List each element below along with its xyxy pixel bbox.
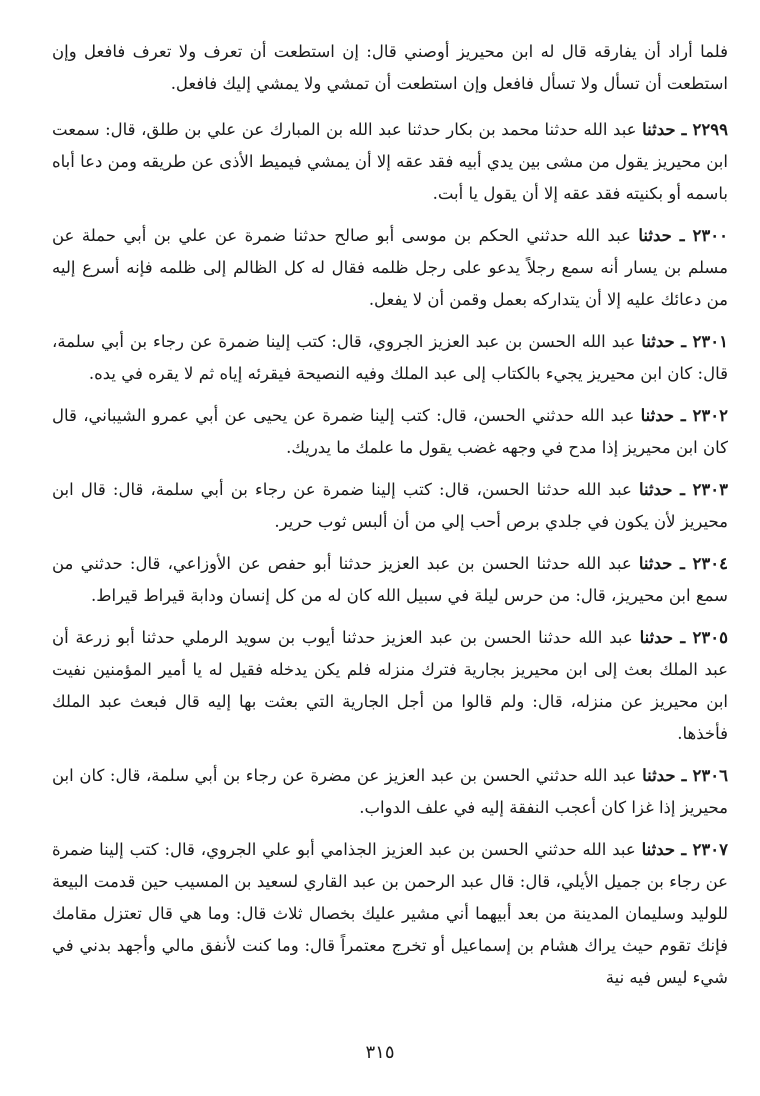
hadith-entries	[52, 114, 728, 994]
hadith-entry	[52, 622, 728, 750]
entry-keyword: حدثنا	[642, 120, 676, 139]
entry-text: عبد الله حدثني الحسن بن عبد العزيز عن مضرة عن رجاء بن أبي سلمة، قال: كان ابن محيريز إذا غزا كان أعجب النفقة إليه في علف الدواب.	[52, 766, 728, 817]
entry-keyword: حدثنا	[638, 226, 672, 245]
entry-keyword: حدثنا	[641, 332, 675, 351]
entry-number: ٢٣٠٠	[692, 226, 728, 245]
entry-number: ٢٣٠٢	[692, 406, 728, 425]
entry-number: ٢٣٠٤	[692, 554, 728, 573]
entry-dash: ـ	[673, 628, 693, 647]
hadith-entry	[52, 760, 728, 824]
hadith-entry	[52, 114, 728, 210]
entry-text: عبد الله الحسن بن عبد العزيز الجروي، قال: كتب إلينا ضمرة عن رجاء بن أبي سلمة، قال: كان ابن محيريز يجيء بالكتاب إلى عبد الملك وفيه النصيحة فيقرئه إياه ثم لا يقره في يده.	[52, 332, 728, 383]
entry-dash: ـ	[675, 840, 693, 859]
entry-number: ٢٢٩٩	[692, 120, 728, 139]
hadith-entry	[52, 474, 728, 538]
entry-number: ٢٣٠٧	[692, 840, 728, 859]
entry-dash: ـ	[675, 120, 693, 139]
entry-number: ٢٣٠٥	[692, 628, 728, 647]
hadith-entry	[52, 834, 728, 994]
entry-keyword: حدثنا	[641, 840, 676, 859]
entry-text: عبد الله حدثني الحكم بن موسى أبو صالح حدثنا ضمرة عن علي بن أبي حملة عن مسلم بن يسار أنه سمع رجلاً يدعو على رجل ظلمه فقال له كل الظالم إلى ظلمه فإنه أسرع إليه من دعائك عليه إلا أن يتداركه بعمل وقمن أن لا يفعل.	[52, 226, 728, 309]
entry-number: ٢٣٠٦	[692, 766, 728, 785]
entry-keyword: حدثنا	[638, 554, 673, 573]
entry-text: عبد الله حدثنا الحسن بن عبد العزيز حدثنا أيوب بن سويد الرملي حدثنا أبو زرعة أن عبد الملك بعث إلى ابن محيريز بجارية فترك منزله فلم يكن يدخله فقيل له يا أمير المؤمنين نفيت ابن محيريز عن منزله، قال: ولم قالوا من أجل الجارية التي بعثت بها إليه قال فبعث عبد الملك فأخذها.	[52, 628, 728, 743]
entry-text: عبد الله حدثنا محمد بن بكار حدثنا عبد الله بن المبارك عن علي بن طلق، قال: سمعت ابن محيريز يقول من مشى بين يدي أبيه فقد عقه إلا أن يمشي فيميط الأذى عن طريقه ومن دعا أباه باسمه أو بكنيته فقد عقه إلا أن يقول يا أبت.	[52, 120, 728, 203]
entry-text: عبد الله حدثنا الحسن، قال: كتب إلينا ضمرة عن رجاء بن أبي سلمة، قال: قال ابن محيريز لأن يكون في جلدي برص أحب إلي من أن ألبس ثوب حرير.	[52, 480, 728, 531]
entry-keyword: حدثنا	[639, 628, 674, 647]
page-number: ٣١٥	[365, 1042, 395, 1063]
opening-paragraph: فلما أراد أن يفارقه قال له ابن محيريز أوصني قال: إن استطعت أن تعرف ولا تعرف فافعل وإن استطعت أن تسأل ولا تسأل فافعل وإن استطعت أن تمشي ولا يمشي إليك فافعل.	[52, 42, 728, 93]
page-body	[52, 36, 728, 1004]
entry-keyword: حدثنا	[638, 480, 673, 499]
hadith-entry	[52, 548, 728, 612]
entry-dash: ـ	[672, 480, 693, 499]
entry-text: عبد الله حدثني الحسن، قال: كتب إلينا ضمرة عن يحيى عن أبي عمرو الشيباني، قال كان ابن محيريز إذا مدح في وجهه غضب يقول ما علمك ما يدريك.	[52, 406, 728, 457]
hadith-entry	[52, 326, 728, 390]
entry-dash: ـ	[675, 766, 693, 785]
entry-text: عبد الله حدثنا الحسن بن عبد العزيز حدثنا أبو حفص عن الأوزاعي، قال: حدثني من سمع ابن محيريز، قال: من حرس ليلة في سبيل الله كان له من كل إنسان ودابة قيراط قيراط.	[52, 554, 728, 605]
entry-text: عبد الله حدثني الحسن بن عبد العزيز الجذامي أبو علي الجروي، قال: كتب إلينا ضمرة عن رجاء بن جميل الأيلي، قال: قال عبد الرحمن بن عبد القاري لسعيد بن المسيب حين قدمت البيعة للوليد وسليمان المدينة من بعد أبيهما أني مشير عليك بخصال ثلاث قال: وما هي قال تعتزل مقامك فإنك تقوم حيث يراك هشام بن إسماعيل أو تخرج معتمراً قال: وما كنت لأنفق مالي وأجهد بدني في شيء ليس فيه نية	[52, 840, 728, 987]
hadith-entry	[52, 220, 728, 316]
entry-number: ٢٣٠٣	[692, 480, 728, 499]
entry-dash: ـ	[674, 406, 693, 425]
entry-keyword: حدثنا	[642, 766, 676, 785]
entry-dash: ـ	[674, 332, 693, 351]
entry-dash: ـ	[671, 226, 693, 245]
entry-number: ٢٣٠١	[692, 332, 728, 351]
entry-dash: ـ	[672, 554, 693, 573]
hadith-entry	[52, 400, 728, 464]
entry-keyword: حدثنا	[640, 406, 675, 425]
